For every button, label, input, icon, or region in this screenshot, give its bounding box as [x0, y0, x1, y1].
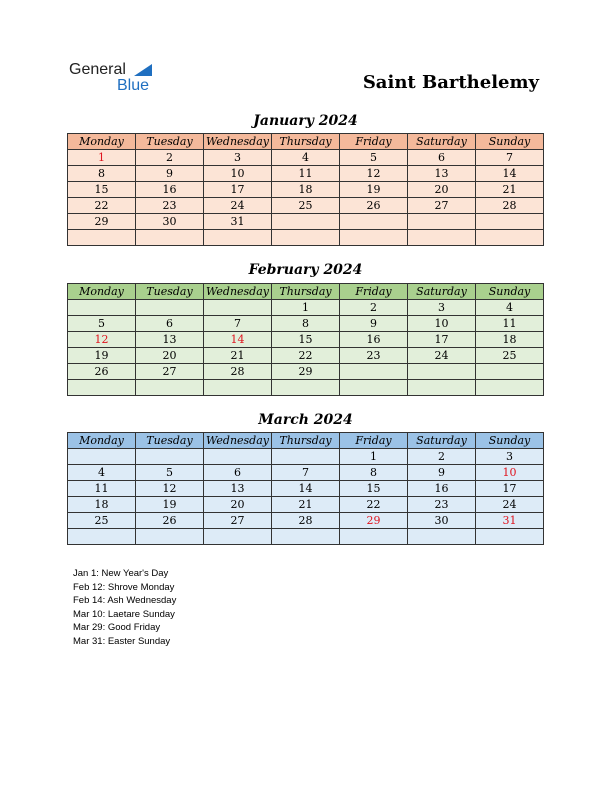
day-cell: 22 [340, 497, 408, 513]
weekday-header: Saturday [408, 284, 476, 300]
day-cell: 4 [476, 300, 544, 316]
day-cell: 25 [68, 513, 136, 529]
weekday-header: Friday [340, 433, 408, 449]
day-cell [476, 214, 544, 230]
day-cell [272, 230, 340, 246]
day-cell [272, 529, 340, 545]
day-cell [408, 529, 476, 545]
week-row [68, 449, 544, 465]
weekday-header: Tuesday [136, 433, 204, 449]
day-cell: 17 [476, 481, 544, 497]
day-cell: 3 [204, 150, 272, 166]
day-cell: 13 [136, 332, 204, 348]
day-cell [204, 449, 272, 465]
day-cell: 15 [272, 332, 340, 348]
day-cell [68, 529, 136, 545]
day-cell [68, 449, 136, 465]
day-cell: 11 [272, 166, 340, 182]
day-cell: 18 [476, 332, 544, 348]
day-cell: 29 [340, 513, 408, 529]
day-cell [204, 529, 272, 545]
weekday-header: Monday [68, 134, 136, 150]
day-cell: 19 [340, 182, 408, 198]
week-row [68, 348, 544, 364]
day-cell: 21 [204, 348, 272, 364]
day-cell [340, 364, 408, 380]
day-cell: 14 [476, 166, 544, 182]
day-cell: 19 [136, 497, 204, 513]
day-cell [476, 380, 544, 396]
day-cell: 12 [340, 166, 408, 182]
day-cell: 9 [408, 465, 476, 481]
day-cell: 3 [476, 449, 544, 465]
day-cell: 27 [204, 513, 272, 529]
holiday-list-item: Feb 12: Shrove Monday [73, 581, 175, 593]
week-row [68, 166, 544, 182]
day-cell: 8 [340, 465, 408, 481]
week-row [68, 497, 544, 513]
logo-blue-text: Blue [117, 77, 150, 94]
day-cell [68, 300, 136, 316]
week-row [68, 380, 544, 396]
day-cell: 23 [136, 198, 204, 214]
day-cell: 28 [204, 364, 272, 380]
day-cell: 20 [136, 348, 204, 364]
day-cell: 19 [68, 348, 136, 364]
week-row [68, 513, 544, 529]
week-row [68, 316, 544, 332]
month-title-march: March 2024 [258, 412, 353, 428]
day-cell: 14 [272, 481, 340, 497]
day-cell [272, 214, 340, 230]
weekday-header-row [68, 433, 544, 449]
day-cell: 25 [476, 348, 544, 364]
day-cell [340, 380, 408, 396]
day-cell [136, 230, 204, 246]
day-cell: 25 [272, 198, 340, 214]
weekday-header: Friday [340, 284, 408, 300]
day-cell: 4 [272, 150, 340, 166]
calendar-march [67, 432, 544, 545]
weekday-header: Saturday [408, 134, 476, 150]
day-cell: 2 [136, 150, 204, 166]
day-cell: 7 [476, 150, 544, 166]
day-cell: 1 [68, 150, 136, 166]
day-cell: 31 [204, 214, 272, 230]
weekday-header-row [68, 134, 544, 150]
day-cell: 16 [408, 481, 476, 497]
day-cell [340, 529, 408, 545]
day-cell: 15 [340, 481, 408, 497]
day-cell [340, 214, 408, 230]
weekday-header: Wednesday [204, 284, 272, 300]
day-cell: 30 [408, 513, 476, 529]
week-row [68, 300, 544, 316]
country-title: Saint Barthelemy [362, 72, 539, 93]
week-row [68, 150, 544, 166]
day-cell [204, 230, 272, 246]
day-cell: 27 [136, 364, 204, 380]
weekday-header: Sunday [476, 134, 544, 150]
day-cell [204, 300, 272, 316]
day-cell: 4 [68, 465, 136, 481]
logo [69, 62, 149, 94]
week-row [68, 481, 544, 497]
day-cell: 24 [476, 497, 544, 513]
day-cell: 2 [340, 300, 408, 316]
day-cell: 21 [272, 497, 340, 513]
day-cell: 9 [136, 166, 204, 182]
day-cell: 22 [68, 198, 136, 214]
week-row [68, 214, 544, 230]
day-cell: 6 [408, 150, 476, 166]
day-cell: 11 [68, 481, 136, 497]
weekday-header: Friday [340, 134, 408, 150]
day-cell: 26 [68, 364, 136, 380]
day-cell: 28 [476, 198, 544, 214]
day-cell: 18 [272, 182, 340, 198]
day-cell [136, 380, 204, 396]
holiday-list-item: Mar 10: Laetare Sunday [73, 608, 175, 620]
weekday-header: Thursday [272, 284, 340, 300]
day-cell: 16 [340, 332, 408, 348]
day-cell: 5 [340, 150, 408, 166]
day-cell: 5 [136, 465, 204, 481]
weekday-header: Monday [68, 284, 136, 300]
week-row [68, 230, 544, 246]
week-row [68, 198, 544, 214]
day-cell: 2 [408, 449, 476, 465]
day-cell: 23 [408, 497, 476, 513]
day-cell: 30 [136, 214, 204, 230]
day-cell: 24 [204, 198, 272, 214]
day-cell: 8 [272, 316, 340, 332]
day-cell: 18 [68, 497, 136, 513]
month-title-january: January 2024 [253, 113, 358, 129]
day-cell: 17 [204, 182, 272, 198]
day-cell: 10 [204, 166, 272, 182]
weekday-header: Thursday [272, 433, 340, 449]
week-row [68, 465, 544, 481]
day-cell: 22 [272, 348, 340, 364]
day-cell [136, 529, 204, 545]
week-row [68, 332, 544, 348]
weekday-header: Wednesday [204, 134, 272, 150]
day-cell: 26 [340, 198, 408, 214]
day-cell: 7 [204, 316, 272, 332]
day-cell: 20 [204, 497, 272, 513]
day-cell: 16 [136, 182, 204, 198]
day-cell: 23 [340, 348, 408, 364]
day-cell [476, 529, 544, 545]
day-cell [340, 230, 408, 246]
day-cell: 7 [272, 465, 340, 481]
day-cell: 13 [204, 481, 272, 497]
logo-general-text: General [69, 61, 126, 78]
day-cell: 24 [408, 348, 476, 364]
day-cell [408, 230, 476, 246]
day-cell: 31 [476, 513, 544, 529]
day-cell: 21 [476, 182, 544, 198]
weekday-header: Tuesday [136, 284, 204, 300]
day-cell [408, 214, 476, 230]
day-cell: 14 [204, 332, 272, 348]
day-cell: 29 [68, 214, 136, 230]
day-cell: 29 [272, 364, 340, 380]
day-cell: 1 [340, 449, 408, 465]
holiday-list-item: Mar 31: Easter Sunday [73, 635, 171, 647]
week-row [68, 529, 544, 545]
day-cell: 26 [136, 513, 204, 529]
day-cell: 1 [272, 300, 340, 316]
day-cell: 28 [272, 513, 340, 529]
day-cell [408, 380, 476, 396]
day-cell [476, 364, 544, 380]
day-cell [272, 449, 340, 465]
weekday-header: Sunday [476, 284, 544, 300]
day-cell [204, 380, 272, 396]
day-cell: 11 [476, 316, 544, 332]
day-cell: 5 [68, 316, 136, 332]
day-cell [68, 230, 136, 246]
logo-triangle-icon [134, 64, 152, 76]
day-cell: 3 [408, 300, 476, 316]
weekday-header: Thursday [272, 134, 340, 150]
weekday-header: Sunday [476, 433, 544, 449]
day-cell [136, 300, 204, 316]
weekday-header: Tuesday [136, 134, 204, 150]
day-cell [408, 364, 476, 380]
day-cell [68, 380, 136, 396]
day-cell: 15 [68, 182, 136, 198]
day-cell: 10 [408, 316, 476, 332]
day-cell: 10 [476, 465, 544, 481]
weekday-header: Wednesday [204, 433, 272, 449]
calendar-february [67, 283, 544, 396]
weekday-header: Monday [68, 433, 136, 449]
day-cell: 13 [408, 166, 476, 182]
holiday-list-item: Feb 14: Ash Wednesday [73, 595, 177, 607]
week-row [68, 182, 544, 198]
day-cell: 8 [68, 166, 136, 182]
day-cell: 12 [68, 332, 136, 348]
day-cell [136, 449, 204, 465]
weekday-header: Saturday [408, 433, 476, 449]
day-cell: 20 [408, 182, 476, 198]
day-cell [476, 230, 544, 246]
day-cell: 17 [408, 332, 476, 348]
month-title-february: February 2024 [248, 262, 363, 278]
day-cell [272, 380, 340, 396]
day-cell: 27 [408, 198, 476, 214]
weekday-header-row [68, 284, 544, 300]
day-cell: 6 [136, 316, 204, 332]
day-cell: 12 [136, 481, 204, 497]
holiday-list-item: Jan 1: New Year's Day [73, 568, 169, 579]
day-cell: 9 [340, 316, 408, 332]
holiday-list-item: Mar 29: Good Friday [73, 622, 161, 634]
holiday-list [73, 567, 176, 649]
day-cell: 6 [204, 465, 272, 481]
calendar-january [67, 133, 544, 246]
week-row [68, 364, 544, 380]
